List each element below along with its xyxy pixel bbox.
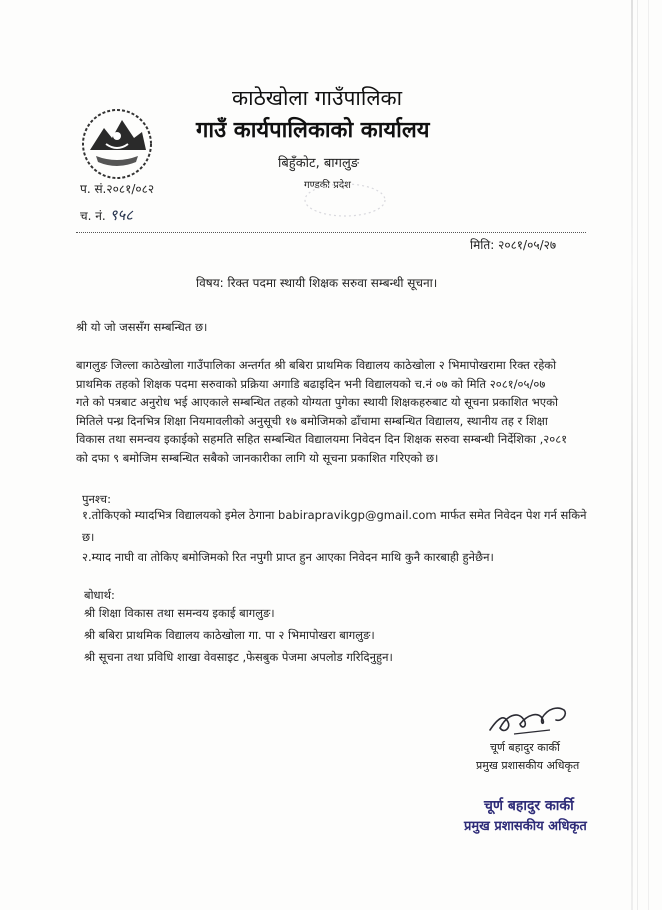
- body-line: को दफा ९ बमोजिम सम्बन्धित सबैको जानकारीका लागि यो सूचना प्रकाशित गरिएको छ।: [76, 450, 439, 465]
- body-line: विकास तथा समन्वय इकाईको सहमति सहित सम्बन्धित विद्यालयमा निवेदन दिन शिक्षक सरुवा सम्बन्धी निर्देशिका ,२०८१: [76, 432, 568, 447]
- body-line: मितिले पन्ध्र दिनभित्र शिक्षा नियमावलीको अनुसूची १७ बमोजिमको ढाँचामा सम्बन्धित विद्यालय, स्थानीय तह र शिक्षा: [76, 413, 548, 428]
- nepal-emblem-logo: [76, 104, 158, 184]
- header-divider: [76, 232, 586, 233]
- body-paragraph: [76, 356, 582, 468]
- signatory-name: चूर्ण बहादुर कार्की: [490, 741, 560, 754]
- body-line: प्राथमिक तहको शिक्षक पदमा सरुवाको प्रक्रिया अगाडि बढाइदिन भनी विद्यालयको च.नं ०७ को मिति २०८१/०५/०७: [76, 376, 546, 391]
- postscript-item-1-continued: छ।: [82, 530, 95, 544]
- cc-heading: बोधार्थ:: [84, 588, 115, 602]
- office-title: गाउँ कार्यपालिकाको कार्यालय: [196, 118, 430, 143]
- postscript-item-2: २.म्याद नाघी वा तोकिए बमोजिमको रित नपुगी प्राप्त हुन आएका निवेदन माथि कुनै कारबाही हुनेछैन।: [82, 550, 494, 564]
- office-province: गण्डकी प्रदेश: [304, 180, 351, 191]
- handwritten-signature: [484, 700, 574, 742]
- scan-edge-line: [631, 0, 633, 910]
- salutation: श्री यो जो जससँग सम्बन्धित छ।: [76, 320, 208, 334]
- cc-item: श्री शिक्षा विकास तथा समन्वय इकाई बागलुङ।: [84, 606, 275, 620]
- scan-edge-line: [637, 0, 638, 910]
- dispatch-number-label: च. नं.: [80, 209, 106, 223]
- dispatch-number: [80, 205, 133, 225]
- letter-date: मिति: २०८१/०५/२७: [470, 238, 557, 252]
- dispatch-number-value: ९५८: [109, 206, 133, 224]
- office-municipality-name: काठेखोला गाउँपालिका: [232, 86, 403, 110]
- body-line: गते को पत्रबाट अनुरोध भई आएकाले सम्बन्धित तहको योग्यता पुगेका स्थायी शिक्षकहरुबाट यो सूचना प्रकाशित भएको: [76, 395, 558, 410]
- body-line: बागलुङ जिल्ला काठेखोला गाउँपालिका अन्तर्गत श्री बबिरा प्राथमिक विद्यालय काठेखोला २ भिमापोखरामा रिक्त रहेको: [76, 358, 557, 372]
- letter-reference-number: प. सं.२०८१/०८२: [80, 182, 155, 196]
- official-stamp-title: प्रमुख प्रशासकीय अधिकृत: [464, 819, 587, 834]
- faint-stamp-mark: [300, 180, 390, 220]
- signatory-title: प्रमुख प्रशासकीय अधिकृत: [476, 759, 580, 772]
- cc-item: श्री सूचना तथा प्रविधि शाखा वेवसाइट ,फेसबुक पेजमा अपलोड गरिदिनुहुन।: [84, 650, 393, 664]
- office-address: बिहुँकोट, बागलुङ: [278, 156, 360, 171]
- scan-edge-line: [648, 0, 649, 910]
- postscript-item-1: १.तोकिएको म्यादभित्र विद्यालयको इमेल ठेगाना babirapravikgp@gmail.com मार्फत समेत निवेदन पेश गर्न सकिने: [82, 508, 587, 522]
- cc-item: श्री बबिरा प्राथमिक विद्यालय काठेखोला गा. पा २ भिमापोखरा बागलुङ।: [84, 628, 375, 642]
- postscript-heading: पुनश्च:: [82, 492, 111, 506]
- letter-subject: विषय: रिक्त पदमा स्थायी शिक्षक सरुवा सम्बन्धी सूचना।: [196, 276, 438, 290]
- official-stamp-name: चूर्ण बहादुर कार्की: [484, 798, 574, 814]
